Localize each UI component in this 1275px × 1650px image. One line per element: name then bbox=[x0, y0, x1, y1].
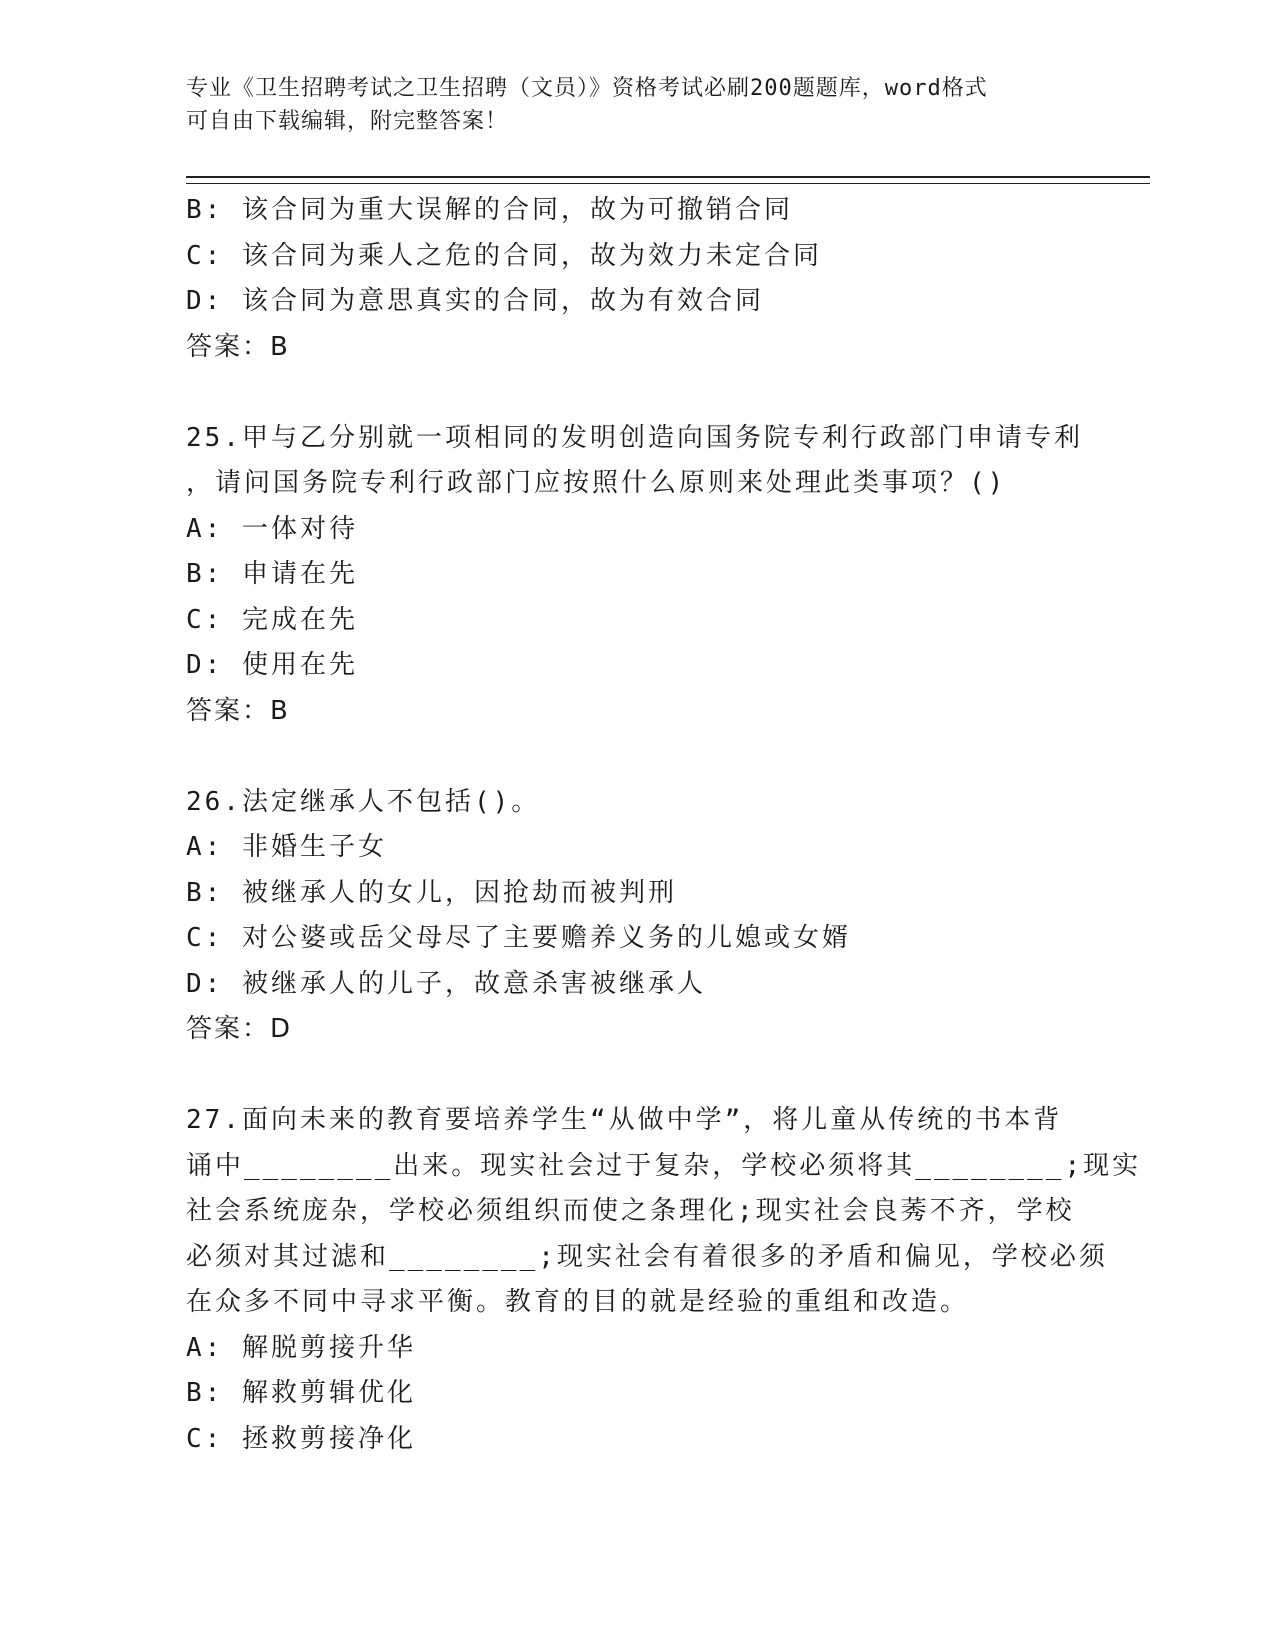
option-b: B: 该合同为重大误解的合同，故为可撤销合同 bbox=[186, 195, 793, 225]
header-line-2: 可自由下载编辑，附完整答案！ bbox=[186, 109, 509, 134]
option-c: C: 拯救剪接净化 bbox=[186, 1423, 416, 1454]
question-25 bbox=[186, 416, 1086, 735]
spacer bbox=[186, 1053, 1086, 1099]
document-header bbox=[186, 72, 1066, 138]
question-stem-line: 诵中________出来。现实社会过于复杂，学校必须将其________;现实 bbox=[186, 1150, 1142, 1181]
option-a: A: 一体对待 bbox=[186, 513, 358, 544]
question-stem-line: ，请问国务院专利行政部门应按照什么原则来处理此类事项？() bbox=[186, 468, 1007, 498]
spacer bbox=[186, 370, 1086, 416]
prev-question-block bbox=[186, 188, 1086, 370]
question-stem-line: 27.面向未来的教育要培养学生“从做中学”，将儿童从传统的书本背 bbox=[186, 1105, 1063, 1135]
option-b: B: 解救剪辑优化 bbox=[186, 1378, 416, 1408]
header-line-1: 专业《卫生招聘考试之卫生招聘（文员）》资格考试必刷200题题库，word格式 bbox=[186, 76, 988, 101]
option-a: A: 解脱剪接升华 bbox=[186, 1332, 416, 1363]
option-c: C: 完成在先 bbox=[186, 604, 358, 635]
option-d: D: 被继承人的儿子，故意杀害被继承人 bbox=[186, 968, 706, 999]
answer-line: 答案：B bbox=[186, 695, 290, 726]
question-stem-line: 26.法定继承人不包括()。 bbox=[186, 786, 541, 817]
question-26 bbox=[186, 780, 1086, 1053]
question-stem-line: 在众多不同中寻求平衡。教育的目的就是经验的重组和改造。 bbox=[186, 1287, 970, 1317]
option-b: B: 申请在先 bbox=[186, 559, 358, 589]
question-27 bbox=[186, 1098, 1142, 1462]
option-b: B: 被继承人的女儿，因抢劫而被判刑 bbox=[186, 877, 677, 908]
question-stem-line: 社会系统庞杂，学校必须组织而使之条理化;现实社会良莠不齐，学校 bbox=[186, 1196, 1075, 1226]
option-d: D: 该合同为意思真实的合同，故为有效合同 bbox=[186, 286, 764, 316]
question-content bbox=[186, 188, 1142, 1462]
header-divider bbox=[186, 176, 1150, 184]
option-c: C: 该合同为乘人之危的合同，故为效力未定合同 bbox=[186, 240, 822, 271]
answer-line: 答案：B bbox=[186, 331, 290, 362]
option-d: D: 使用在先 bbox=[186, 650, 358, 680]
option-c: C: 对公婆或岳父母尽了主要赡养义务的儿媳或女婿 bbox=[186, 923, 851, 953]
question-stem-line: 25.甲与乙分别就一项相同的发明创造向国务院专利行政部门申请专利 bbox=[186, 422, 1083, 453]
question-stem-line: 必须对其过滤和________;现实社会有着很多的矛盾和偏见，学校必须 bbox=[186, 1241, 1108, 1272]
answer-line: 答案：D bbox=[186, 1014, 293, 1044]
option-a: A: 非婚生子女 bbox=[186, 832, 387, 862]
spacer bbox=[186, 734, 1086, 780]
